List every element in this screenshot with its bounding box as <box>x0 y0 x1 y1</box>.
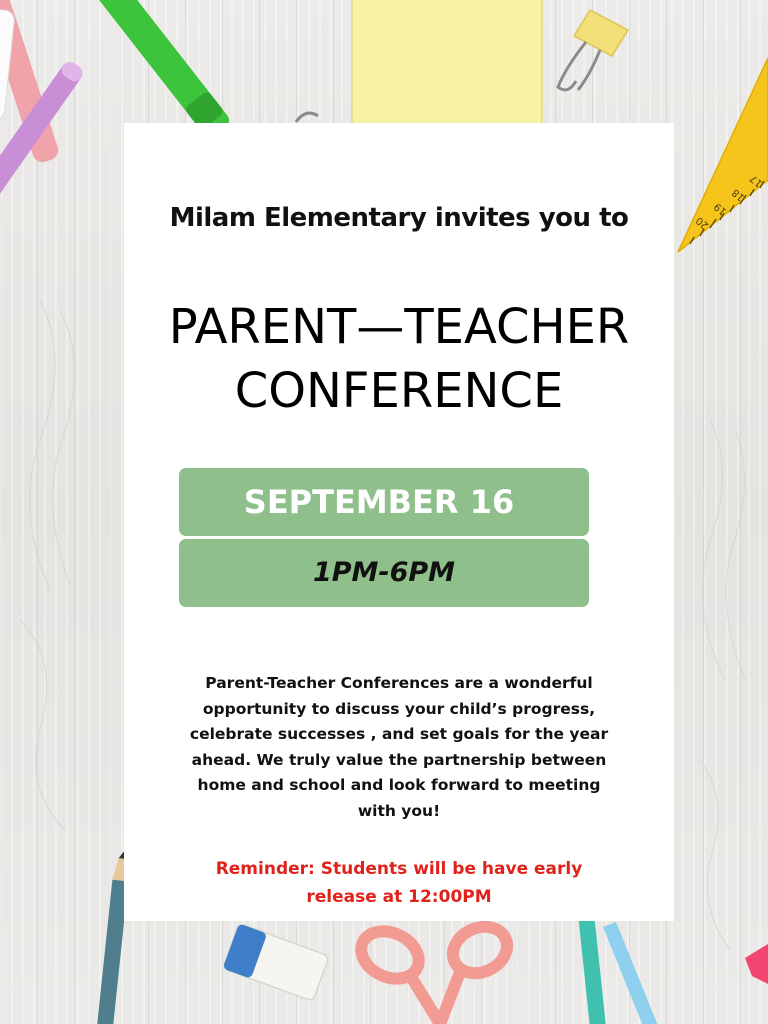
binder-clip <box>558 10 628 90</box>
paper-clip <box>296 113 318 122</box>
blue-pencil <box>603 922 661 1024</box>
yellow-ruler <box>678 58 768 252</box>
scissors <box>354 918 515 1024</box>
ruler-label-18: 18 <box>730 186 748 203</box>
title-line-1: PARENT—TEACHER <box>168 299 630 355</box>
pink-sharpener <box>745 944 768 984</box>
teal-pencil <box>579 919 607 1024</box>
title-line-2: CONFERENCE <box>234 363 564 419</box>
description-paragraph: Parent-Teacher Conferences are a wonderful opportunity to discuss your child’s progress, celebrate successes , and set goals for the year ahead. We truly value the partnership between home and school and look forward to meeting with you! <box>189 674 609 820</box>
event-title <box>124 295 674 423</box>
event-time: 1PM-6PM <box>312 557 456 588</box>
early-release-reminder: Reminder: Students will be have early release at 12:00PM <box>215 859 583 907</box>
ruler-label-20: 20 <box>694 214 712 231</box>
eraser <box>223 923 330 1001</box>
ruler-label-19: 19 <box>712 200 730 217</box>
invitation-flyer <box>124 123 674 921</box>
date-time-block <box>179 468 589 607</box>
green-marker <box>92 0 233 140</box>
ruler-label-17: 17 <box>748 172 766 189</box>
sticky-note-pad <box>352 0 542 125</box>
event-date: SEPTEMBER 16 <box>243 483 515 521</box>
invite-heading: Milam Elementary invites you to <box>169 203 629 233</box>
